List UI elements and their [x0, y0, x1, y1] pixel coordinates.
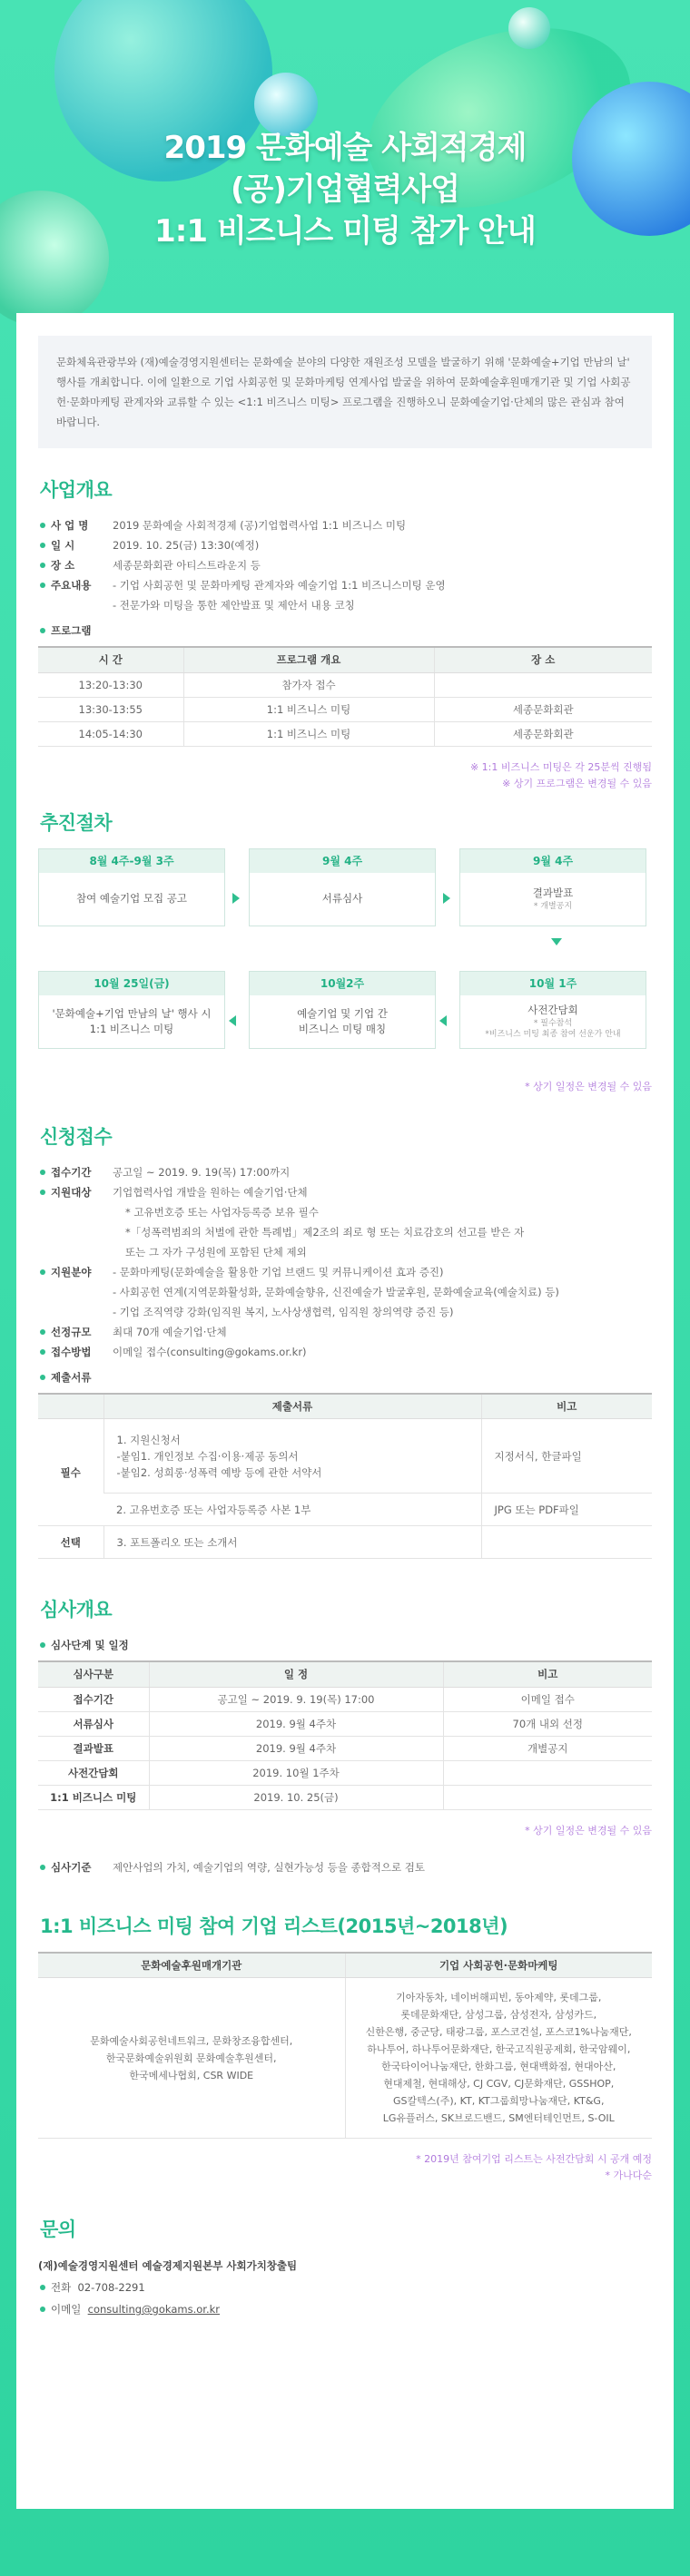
table-row [38, 1760, 652, 1785]
overview-key: 사 업 명 [38, 515, 113, 535]
process-step [38, 848, 225, 926]
table-row [38, 672, 652, 697]
arrow-icon [232, 893, 240, 904]
overview-key: 주요내용 [38, 575, 113, 615]
companies-header: 문화예술후원매개기관 [38, 1953, 345, 1978]
target-note: *「성폭력범죄의 처벌에 관한 특례법」제2조의 죄로 형 또는 치료감호의 선고를 받은 자 [125, 1225, 525, 1239]
step-label: 참여 예술기업 모집 공고 [75, 892, 188, 905]
arrow-icon [551, 938, 562, 945]
docs-cell: 2. 고유번호증 또는 사업자등록증 사본 1부 [104, 1494, 481, 1526]
review-cell: 70개 내외 선정 [443, 1711, 652, 1736]
hero-banner [0, 0, 690, 309]
docs-table [38, 1393, 652, 1560]
step-body [39, 873, 224, 926]
program-cell: 참가자 접수 [183, 672, 434, 697]
docs-header: 비고 [481, 1394, 652, 1419]
step-label: 서류심사 [321, 892, 363, 905]
period-key: 접수기간 [38, 1162, 113, 1182]
docs-required-label: 필수 [38, 1419, 104, 1526]
step-label: 예술기업 및 기업 간 비즈니스 미팅 매칭 [297, 1006, 388, 1035]
companies-left: 문화예술사회공헌네트워크, 문화창조융합센터, 한국문화예술위원회 문화예술후원센터, 한국메세나협회, CSR WIDE [38, 1978, 345, 2139]
process-section [38, 808, 652, 1095]
companies-section [38, 1912, 652, 2185]
overview-value: 세종문화회관 아티스트라운지 등 [113, 559, 261, 572]
process-note: * 상기 일정은 변경될 수 있음 [525, 1080, 652, 1092]
program-cell: 세종문화회관 [434, 697, 652, 721]
overview-section [38, 475, 652, 792]
program-header: 장 소 [434, 647, 652, 672]
docs-note [481, 1526, 652, 1559]
process-step [459, 971, 646, 1049]
email-key: 이메일 [51, 2303, 82, 2316]
process-step [249, 971, 436, 1049]
review-note: * 상기 일정은 변경될 수 있음 [525, 1824, 652, 1837]
step-period: 10월2주 [250, 972, 435, 995]
review-section [38, 1595, 652, 1877]
review-cell: 이메일 접수 [443, 1687, 652, 1711]
contact-section [38, 2215, 652, 2320]
target-note: * 고유번호증 또는 사업자등록증 보유 필수 [125, 1205, 319, 1219]
docs-header [38, 1394, 104, 1419]
table-row [38, 1785, 652, 1809]
period-value: 공고일 ~ 2019. 9. 19(목) 17:00까지 [113, 1165, 291, 1179]
review-cell: 2019. 9월 4주차 [149, 1736, 443, 1760]
criteria-value: 제안사업의 가치, 예술기업의 역량, 실현가능성 등을 종합적으로 검토 [113, 1860, 425, 1874]
select-key: 선정규모 [38, 1322, 113, 1342]
select-value: 최대 70개 예술기업·단체 [113, 1325, 227, 1338]
arrow-icon [229, 1015, 236, 1026]
section-title: 사업개요 [40, 479, 113, 501]
table-row [38, 1711, 652, 1736]
review-cell: 결과발표 [38, 1736, 149, 1760]
program-header: 시 간 [38, 647, 183, 672]
table-row [38, 1736, 652, 1760]
review-header: 비고 [443, 1661, 652, 1687]
companies-table [38, 1952, 652, 2140]
contact-org: (재)예술경영지원센터 예술경제지원본부 사회가치창출팀 [38, 2259, 298, 2272]
companies-right: 기아자동차, 네이버해피빈, 동아제약, 롯데그룹, 롯데문화재단, 삼성그룹, 삼성전자, 삼성카드, 신한은행, 중군당, 태광그룹, 포스코건설, 포스코1%나눔재단, 하나투어, 하나투어문화재단, 한국고직원공제회, 한국암웨이, 한국타이어나눔재단, 한화그룹, 현대백화점, 현대아산, 현대제철, 현대해상, CJ CGV, CJ문화재단, GSSHOP, GS칼텍스(주), KT, KT그룹희망나눔재단, KT&G, LG유플러스, SK브로드밴드, SM엔터테인먼트, S-OIL [345, 1978, 652, 2139]
step-body [39, 995, 224, 1048]
arrow-icon [439, 1015, 447, 1026]
review-header: 심사구분 [38, 1661, 149, 1687]
docs-note: JPG 또는 PDF파일 [481, 1494, 652, 1526]
step-body [460, 873, 646, 926]
program-cell: 14:05-14:30 [38, 721, 183, 746]
docs-label: 제출서류 [38, 1367, 652, 1387]
content-card [16, 313, 674, 2509]
apply-section [38, 1122, 652, 1560]
docs-cell: 1. 지원신청서 -붙임1. 개인정보 수집·이용·제공 동의서 -붙임2. 성희롱·성폭력 예방 등에 관한 서약서 [104, 1419, 481, 1494]
process-step [249, 848, 436, 926]
program-note: ※ 1:1 비즈니스 미팅은 각 25분씩 진행됨 ※ 상기 프로그램은 변경될 수 있음 [469, 760, 652, 789]
step-label: '문화예술+기업 만남의 날' 행사 시 1:1 비즈니스 미팅 [52, 1006, 212, 1035]
step-label: 결과발표 [532, 886, 574, 899]
review-cell: 2019. 10. 25(금) [149, 1785, 443, 1809]
docs-optional-label: 선택 [38, 1526, 104, 1559]
companies-note: * 2019년 참여기업 리스트는 사전간담회 시 공개 예정 * 가나다순 [416, 2153, 652, 2181]
program-cell: 13:20-13:30 [38, 672, 183, 697]
review-cell: 서류심사 [38, 1711, 149, 1736]
target-note: 또는 그 자가 구성원에 포함된 단체 제외 [125, 1245, 307, 1259]
program-cell [434, 672, 652, 697]
table-row [38, 697, 652, 721]
step-body [250, 873, 435, 926]
review-cell: 공고일 ~ 2019. 9. 19(목) 17:00 [149, 1687, 443, 1711]
program-table [38, 646, 652, 747]
table-row [38, 721, 652, 746]
step-body [250, 995, 435, 1048]
review-cell: 개별공지 [443, 1736, 652, 1760]
step-period: 9월 4주 [460, 849, 646, 873]
review-cell [443, 1785, 652, 1809]
docs-cell: 3. 포트폴리오 또는 소개서 [104, 1526, 481, 1559]
review-cell: 2019. 10월 1주차 [149, 1760, 443, 1785]
step-label: 사전간담회 [527, 1004, 578, 1016]
program-cell: 13:30-13:55 [38, 697, 183, 721]
docs-header: 제출서류 [104, 1394, 481, 1419]
step-period: 8월 4주-9월 3주 [39, 849, 224, 873]
step-subnote: * 개별공지 [533, 902, 573, 911]
section-title: 심사개요 [40, 1599, 113, 1621]
intro-text: 문화체육관광부와 (재)예술경영지원센터는 문화예술 분야의 다양한 재원조성 모델을 발굴하기 위해 '문화예술+기업 만남의 날' 행사를 개최합니다. 이에 일환으로 기업 사회공헌 및 문화마케팅 연계사업 발굴을 위하여 문화예술후원매개기관 및 기업 사회공헌·문화마케팅 관계자와 교류할 수 있는 <1:1 비즈니스 미팅> 프로그램을 진행하오니 문화예술기업·단체의 많은 관심과 참여 바랍니다. [38, 336, 652, 448]
overview-value: 2019 문화예술 사회적경제 (공)기업협력사업 1:1 비즈니스 미팅 [113, 519, 407, 532]
target-value: 기업협력사업 개발을 원하는 예술기업·단체 [113, 1185, 308, 1199]
section-title: 문의 [40, 2218, 76, 2240]
step-body [460, 995, 646, 1048]
review-cell: 1:1 비즈니스 미팅 [38, 1785, 149, 1809]
review-table [38, 1660, 652, 1810]
field-key: 지원분야 [38, 1262, 113, 1322]
field-value: - 기업 조직역량 강화(임직원 복지, 노사상생협력, 임직원 창의역량 증진 등) [113, 1305, 454, 1318]
review-cell: 사전간담회 [38, 1760, 149, 1785]
phone-key: 전화 [51, 2281, 72, 2294]
step-subnote: * 필수참석 *비즈니스 미팅 최종 참여 선운가 안내 [485, 1019, 621, 1039]
method-value: 이메일 접수(consulting@gokams.or.kr) [113, 1345, 307, 1358]
overview-key: 일 시 [38, 535, 113, 555]
process-step [459, 848, 646, 926]
program-cell: 세종문화회관 [434, 721, 652, 746]
field-value: - 문화마케팅(문화예술을 활용한 기업 브랜드 및 커뮤니케이션 효과 증진) [113, 1265, 444, 1278]
process-flow [38, 848, 652, 1075]
arrow-icon [443, 893, 450, 904]
overview-key: 장 소 [38, 555, 113, 575]
section-title: 추진절차 [40, 811, 113, 834]
step-period: 10월 25일(금) [39, 972, 224, 995]
program-header: 프로그램 개요 [183, 647, 434, 672]
phone-value: 02-708-2291 [77, 2281, 145, 2294]
program-cell: 1:1 비즈니스 미팅 [183, 721, 434, 746]
docs-note: 지정서식, 한글파일 [481, 1419, 652, 1494]
page-title: 2019 문화예술 사회적경제 (공)기업협력사업 1:1 비즈니스 미팅 참가 안내 [154, 130, 536, 250]
section-title: 신청접수 [40, 1125, 113, 1148]
step-period: 9월 4주 [250, 849, 435, 873]
target-key: 지원대상 [38, 1182, 113, 1202]
review-header: 일 정 [149, 1661, 443, 1687]
review-cell [443, 1760, 652, 1785]
review-cell: 2019. 9월 4주차 [149, 1711, 443, 1736]
program-label: 프로그램 [38, 621, 652, 641]
program-cell: 1:1 비즈니스 미팅 [183, 697, 434, 721]
method-key: 접수방법 [38, 1342, 113, 1362]
overview-value: 2019. 10. 25(금) 13:30(예정) [113, 539, 260, 552]
field-value: - 사회공헌 연계(지역문화활성화, 문화예술향유, 신진예술가 발굴후원, 문화예술교육(예술치료) 등) [113, 1285, 559, 1298]
section-title: 1:1 비즈니스 미팅 참여 기업 리스트(2015년~2018년) [40, 1915, 508, 1937]
review-cell: 접수기간 [38, 1687, 149, 1711]
table-row [38, 1687, 652, 1711]
review-label: 심사단계 및 일정 [38, 1635, 652, 1655]
step-period: 10월 1주 [460, 972, 646, 995]
process-step [38, 971, 225, 1049]
email-link[interactable]: consulting@gokams.or.kr [87, 2303, 220, 2316]
companies-header: 기업 사회공헌·문화마케팅 [345, 1953, 652, 1978]
criteria-key: 심사기준 [38, 1857, 113, 1877]
decorative-blob [508, 7, 550, 49]
overview-value: - 기업 사회공헌 및 문화마케팅 관계자와 예술기업 1:1 비즈니스미팅 운영 - 전문가와 미팅을 통한 제안발표 및 제안서 내용 코칭 [113, 579, 446, 612]
